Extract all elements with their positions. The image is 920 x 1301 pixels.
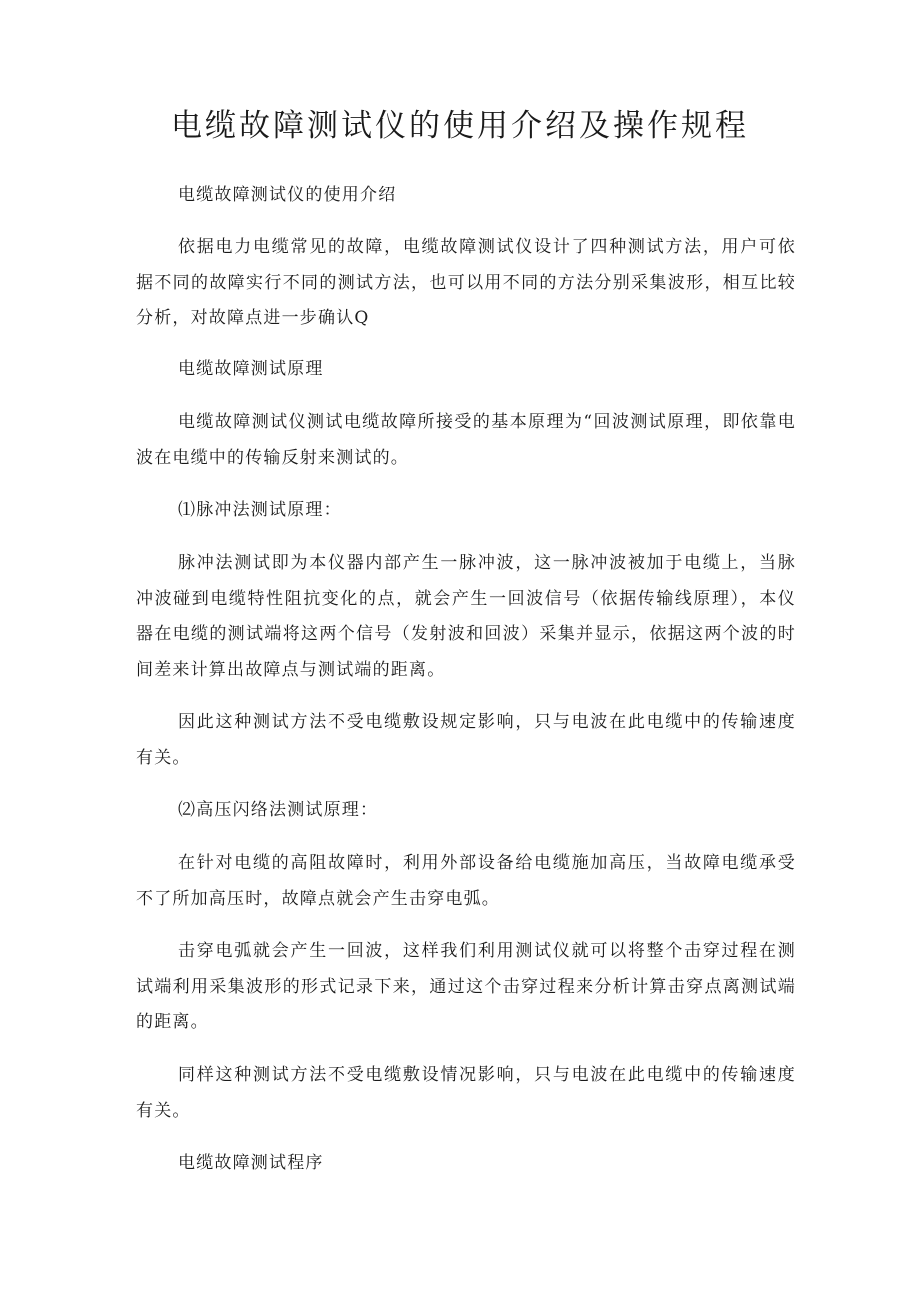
section-heading-intro: 电缆故障测试仪的使用介绍 (178, 185, 397, 205)
paragraph-pulse-method-1: 脉冲法测试即为本仪器内部产生一脉冲波，这一脉冲波被加于电缆上，当脉冲波碰到电缆特性阻抗变化的点，就会产生一回波信号（依据传输线原理），本仪器在电缆的测试端将这两个信号（发射波和回波）采集并显示，依据这两个波的时间差来计算出故障点与测试端的距离。 (136, 553, 796, 680)
paragraph-principle: 电缆故障测试仪测试电缆故障所接受的基本原理为“回波测试原理，即依靠电波在电缆中的传输反射来测试的。 (136, 412, 796, 468)
paragraph-pulse-method-2: 因此这种测试方法不受电缆敷设规定影响，只与电波在此电缆中的传输速度有关。 (136, 712, 796, 768)
subheading-pulse-method: ⑴脉冲法测试原理： (178, 500, 342, 520)
paragraph-intro: 依据电力电缆常见的故障，电缆故障测试仪设计了四种测试方法，用户可依据不同的故障实行不同的测试方法，也可以用不同的方法分别采集波形，相互比较分析，对故障点进一步确认Q (136, 237, 796, 328)
section-heading-principle: 电缆故障测试原理 (178, 359, 324, 379)
paragraph-flash-method-2: 击穿电弧就会产生一回波，这样我们利用测试仪就可以将整个击穿过程在测试端利用采集波形的形式记录下来，通过这个击穿过程来分析计算击穿点离测试端的距离。 (136, 941, 796, 1032)
paragraph-flash-method-3: 同样这种测试方法不受电缆敷设情况影响，只与电波在此电缆中的传输速度有关。 (136, 1065, 796, 1121)
document-title: 电缆故障测试仪的使用介绍及操作规程 (171, 108, 749, 144)
subheading-flash-method: ⑵高压闪络法测试原理： (178, 800, 379, 820)
section-heading-procedure: 电缆故障测试程序 (178, 1153, 324, 1173)
paragraph-flash-method-1: 在针对电缆的高阻故障时，利用外部设备给电缆施加高压，当故障电缆承受不了所加高压时，故障点就会产生击穿电弧。 (136, 853, 796, 909)
